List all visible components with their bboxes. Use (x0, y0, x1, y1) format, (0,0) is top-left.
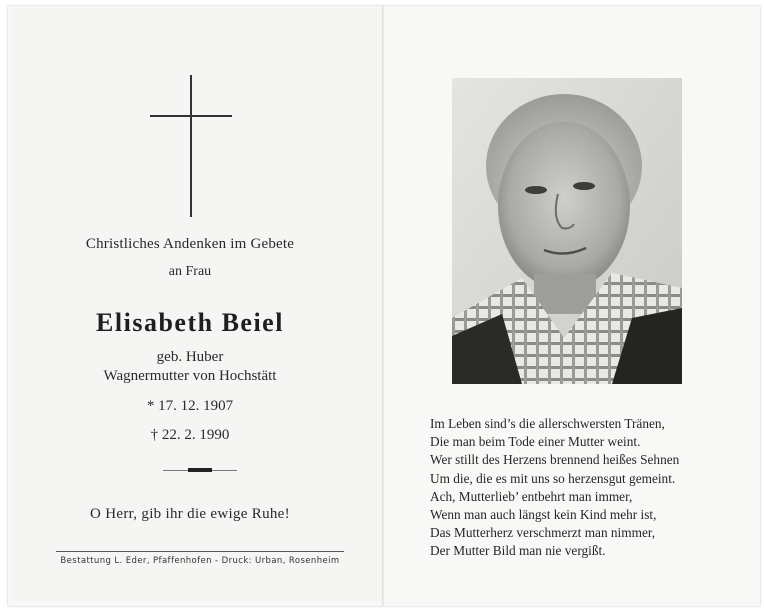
poem-line: Die man beim Tode einer Mutter weint. (430, 434, 641, 450)
portrait-photo (452, 78, 682, 384)
poem-line: Der Mutter Bild man nie vergißt. (430, 543, 606, 559)
maiden-name: geb. Huber (156, 349, 224, 365)
poem-text (430, 415, 750, 561)
footer-rule (56, 551, 344, 552)
poem-line: Wenn man auch längst kein Kind mehr ist, (430, 507, 657, 523)
cross-icon (150, 75, 232, 217)
deceased-name: Elisabeth Beiel (96, 308, 284, 337)
death-date: † 22. 2. 1990 (150, 427, 230, 443)
poem-line: Das Mutterherz verschmerzt man nimmer, (430, 525, 656, 541)
description-text: Wagnermutter von Hochstätt (103, 368, 277, 384)
poem-line: Wer stillt des Herzens brennend heißes Sehnen (430, 452, 680, 468)
divider-ornament (163, 468, 237, 472)
poem-line: Ach, Mutterlieb’ entbehrt man immer, (430, 488, 633, 504)
printer-footer: Bestattung L. Eder, Pfaffenhofen - Druck: Urban, Rosenheim (60, 556, 340, 566)
birth-date: * 17. 12. 1907 (146, 398, 234, 414)
intro-text: Christliches Andenken im Gebete (85, 236, 295, 252)
prayer-text: O Herr, gib ihr die ewige Ruhe! (90, 506, 290, 522)
salutation-text: an Frau (168, 264, 212, 279)
poem-line: Um die, die es mit uns so herzensgut gemeint. (430, 470, 676, 486)
poem-line: Im Leben sind’s die allerschwersten Tränen, (430, 416, 665, 431)
portrait-image (452, 78, 682, 384)
